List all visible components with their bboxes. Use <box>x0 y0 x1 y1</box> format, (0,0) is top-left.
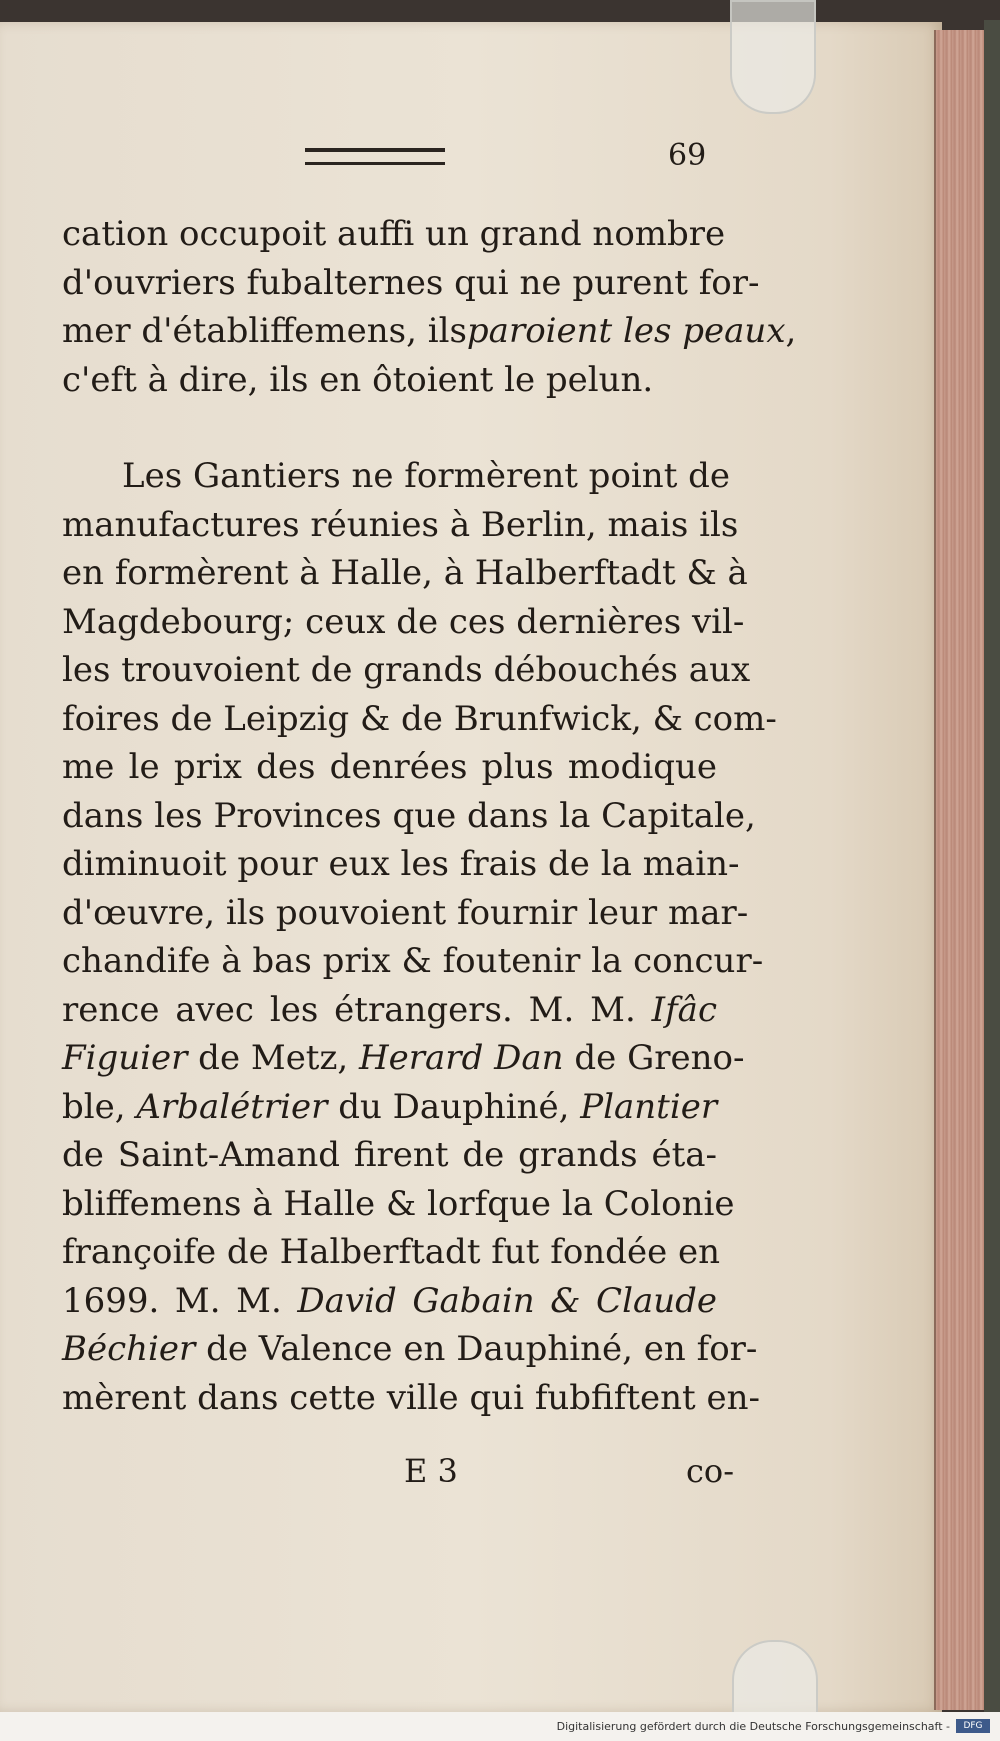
header-rule <box>305 148 445 165</box>
text-line: bliffemens à Halle & lorfque la Colonie <box>62 1183 735 1224</box>
body-text <box>62 210 797 1422</box>
text-line: foires de Leipzig & de Brunfwick, & com- <box>62 698 777 739</box>
text-line: mèrent dans cette ville qui fubfiftent en- <box>62 1377 760 1418</box>
text-line: rence avec les étrangers. M. M. Ifâc <box>62 989 717 1030</box>
text-line: françoife de Halberftadt fut fondée en <box>62 1232 721 1272</box>
catchword: co- <box>686 1452 734 1490</box>
text-line: Figuier de Metz, Herard Dan de Greno- <box>62 1038 745 1078</box>
text-line: ble, Arbalétrier du Dauphiné, Plantier <box>62 1086 718 1127</box>
text-line: les trouvoient de grands débouchés aux <box>62 650 751 690</box>
page-fore-edge <box>934 30 988 1710</box>
page-number: 69 <box>668 138 707 173</box>
text-line: Magdebourg; ceux de ces dernières vil- <box>62 601 745 642</box>
text-line: d'œuvre, ils pouvoient fournir leur mar- <box>62 892 749 933</box>
text-line: Béchier de Valence en Dauphiné, en for- <box>62 1329 758 1369</box>
text-line: diminuoit pour eux les frais de la main- <box>62 844 740 884</box>
text-line: manufactures réunies à Berlin, mais ils <box>62 504 739 545</box>
text-line: en formèrent à Halle, à Halberftadt & à <box>62 553 748 593</box>
text-line: dans les Provinces que dans la Capitale, <box>62 795 756 836</box>
signature-mark: E 3 <box>404 1452 458 1490</box>
text-line: Les Gantiers ne formèrent point de <box>122 456 731 496</box>
dfg-logo: DFG <box>956 1719 990 1733</box>
text-line: me le prix des denrées plus modique <box>62 747 717 787</box>
digitization-credit: Digitalisierung gefördert durch die Deutsche Forschungsgemeinschaft - <box>556 1720 950 1733</box>
text-line: 1699. M. M. David Gabain & Claude <box>62 1280 717 1321</box>
text-line: chandife à bas prix & foutenir la concur- <box>62 941 764 981</box>
page-clip-top <box>730 0 816 114</box>
text-line: cation occupoit auffi un grand nombre <box>62 214 726 254</box>
text-line: de Saint-Amand firent de grands éta- <box>62 1135 717 1175</box>
paragraph-gap <box>62 404 717 452</box>
text-line: mer d'établiffemens, ilsparoient les peaux, <box>62 311 797 351</box>
text-line: d'ouvriers fubalternes qui ne purent for- <box>62 262 760 303</box>
text-line: c'eft à dire, ils en ôtoient le pelun. <box>62 359 654 400</box>
book-cover-edge <box>984 20 1000 1720</box>
